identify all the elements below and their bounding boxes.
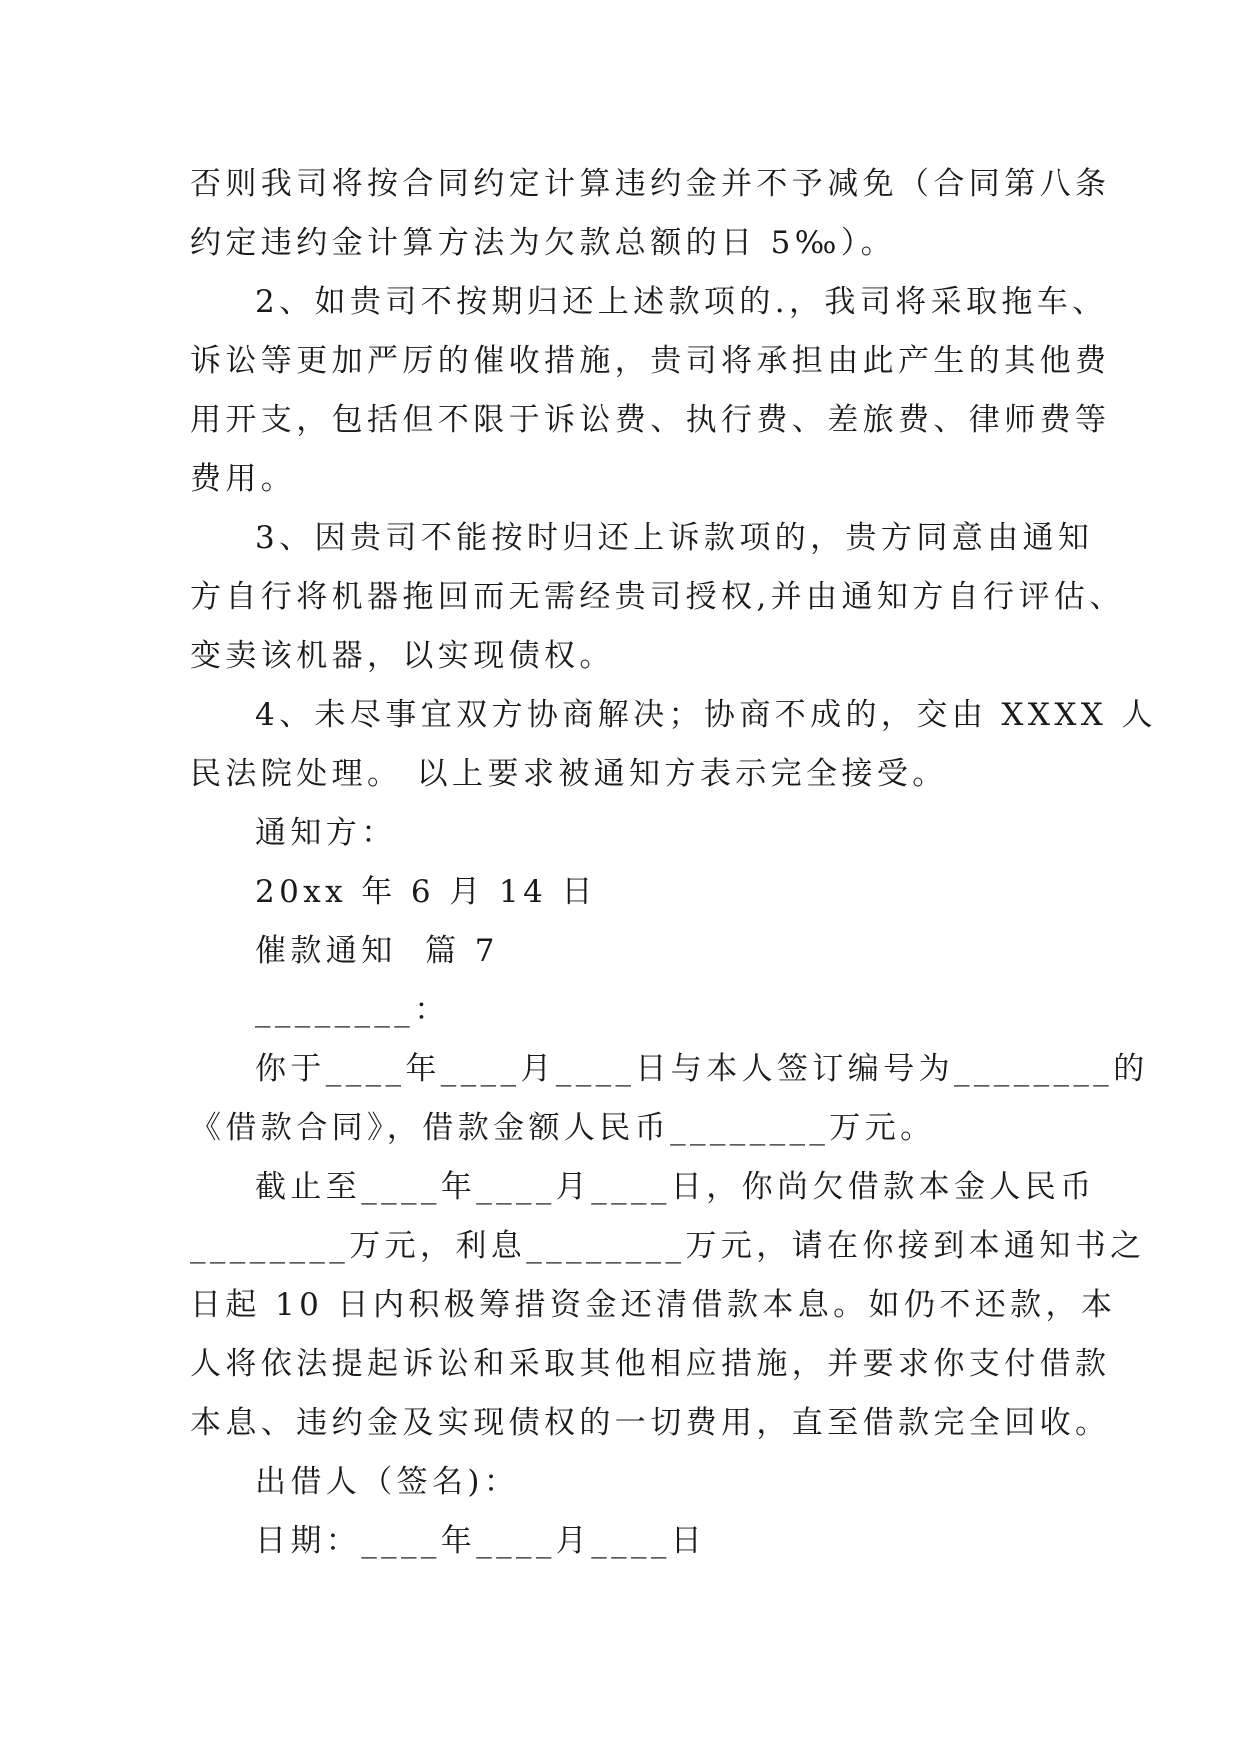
body-paragraph-1-line-1: 你于____年____月____日与本人签订编号为________的 [255, 1051, 1149, 1087]
paragraph-1-line-1: 否则我司将按合同约定计算违约金并不予减免（合同第八条 [190, 166, 1111, 202]
notice-date: 20xx 年 6 月 14 日 [255, 874, 597, 910]
notifier-label: 通知方： [255, 815, 397, 851]
paragraph-1-line-2: 约定违约金计算方法为欠款总额的日 5‰）。 [190, 225, 897, 261]
clause-2-line-1: 2、如贵司不按期归还上述款项的.，我司将采取拖车、 [255, 284, 1108, 320]
section-heading: 催款通知 篇 7 [255, 933, 499, 969]
clause-4-line-2: 民法院处理。 以上要求被通知方表示完全接受。 [190, 756, 948, 792]
clause-2-line-4: 费用。 [190, 461, 297, 497]
body-paragraph-2-line-1: 截止至____年____月____日，你尚欠借款本金人民币 [255, 1169, 1096, 1205]
addressee-blank: ________： [255, 992, 450, 1028]
lender-signature-label: 出借人（签名)： [255, 1464, 520, 1500]
clause-3-line-1: 3、因贵司不能按时归还上诉款项的，贵方同意由通知 [255, 520, 1094, 556]
clause-2-line-2: 诉讼等更加严厉的催收措施，贵司将承担由此产生的其他费 [190, 343, 1111, 379]
clause-2-line-3: 用开支，包括但不限于诉讼费、执行费、差旅费、律师费等 [190, 402, 1111, 438]
body-paragraph-2-line-4: 人将依法提起诉讼和采取其他相应措施，并要求你支付借款 [190, 1346, 1111, 1382]
clause-3-line-2: 方自行将机器拖回而无需经贵司授权,并由通知方自行评估、 [190, 579, 1125, 615]
clause-3-line-3: 变卖该机器，以实现债权。 [190, 638, 615, 674]
signature-date-label: 日期：____年____月____日 [255, 1523, 707, 1559]
body-paragraph-2-line-2: ________万元，利息________万元，请在你接到本通知书之 [190, 1228, 1146, 1264]
body-paragraph-1-line-2: 《借款合同》，借款金额人民币________万元。 [190, 1110, 936, 1146]
body-paragraph-2-line-3: 日起 10 日内积极筹措资金还清借款本息。如仍不还款，本 [190, 1287, 1117, 1323]
clause-4-line-1: 4、未尽事宜双方协商解决；协商不成的，交由 XXXX 人 [255, 697, 1157, 733]
body-paragraph-2-line-5: 本息、违约金及实现债权的一切费用，直至借款完全回收。 [190, 1405, 1111, 1441]
